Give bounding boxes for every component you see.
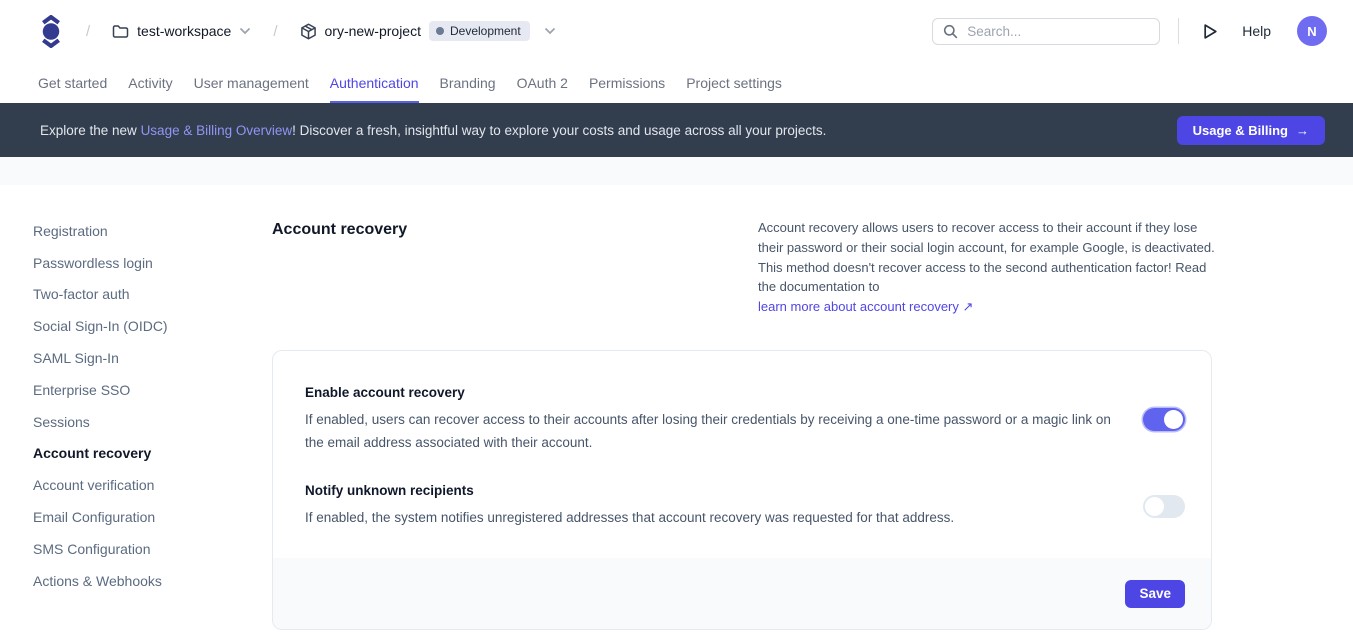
breadcrumb: [38, 15, 556, 48]
play-icon[interactable]: [1203, 23, 1218, 40]
content-area: [0, 185, 1353, 636]
breadcrumb-separator: /: [86, 22, 91, 40]
workspace-selector[interactable]: [112, 23, 251, 39]
setting-description: If enabled, users can recover access to their accounts after losing their credentials by receiving a one-time password or a magic link on the email address associated with their account.: [305, 412, 1111, 450]
sidebar-item-email-configuration[interactable]: Email Configuration: [33, 509, 156, 526]
avatar[interactable]: N: [1297, 16, 1327, 46]
usage-billing-banner: [0, 103, 1353, 157]
sidebar-item-account-verification[interactable]: Account verification: [33, 477, 155, 494]
topbar-actions: [932, 16, 1327, 46]
usage-billing-overview-link[interactable]: Usage & Billing Overview: [140, 122, 293, 138]
setting-text: [305, 385, 1115, 454]
toggle-knob: [1164, 410, 1183, 429]
sidebar-item-sessions[interactable]: Sessions: [33, 413, 90, 430]
usage-billing-button[interactable]: Usage & Billing →: [1177, 116, 1325, 145]
setting-row-notify-unknown-recipients: [305, 483, 1185, 529]
page-header-strip: [0, 157, 1353, 185]
setting-title: Enable account recovery: [305, 385, 465, 400]
sidebar-item-saml-sign-in[interactable]: SAML Sign-In: [33, 350, 119, 367]
tab-permissions[interactable]: Permissions: [588, 74, 666, 91]
chevron-down-icon: [239, 27, 251, 35]
search-input[interactable]: [967, 24, 1149, 39]
folder-icon: [112, 24, 129, 39]
banner-text: Explore the new Usage & Billing Overview! Discover a fresh, insightful way to explore your costs and usage across all your projects.: [40, 122, 827, 138]
project-selector[interactable]: [300, 21, 556, 41]
enable-account-recovery-toggle[interactable]: [1143, 408, 1185, 431]
page-description: Account recovery allows users to recover access to their account if they lose their password or their social login account, for example Google, is deactivated. This method doesn't recover access to the second authentication factor! Read the documentation to learn more about account recovery ↗: [758, 220, 1215, 315]
tab-oauth2[interactable]: OAuth 2: [516, 74, 568, 91]
tab-user-management[interactable]: User management: [193, 74, 309, 91]
tab-get-started[interactable]: Get started: [38, 74, 108, 91]
external-link-icon: ↗: [962, 299, 974, 315]
card-body: [273, 351, 1211, 558]
card-footer: [273, 558, 1211, 629]
learn-more-link[interactable]: learn more about account recovery ↗: [758, 299, 974, 315]
sidebar-item-passwordless-login[interactable]: Passwordless login: [33, 254, 153, 271]
tab-authentication[interactable]: Authentication: [330, 62, 419, 103]
help-link[interactable]: Help: [1242, 23, 1271, 39]
chevron-down-icon: [544, 27, 556, 35]
setting-text: [305, 483, 954, 529]
tab-activity[interactable]: Activity: [128, 74, 173, 91]
environment-badge: [429, 21, 530, 41]
topbar-divider: [1178, 18, 1179, 44]
top-bar: [0, 0, 1353, 62]
arrow-right-icon: →: [1296, 122, 1309, 138]
project-nav-tabs: [0, 62, 1353, 103]
environment-dot-icon: [436, 27, 444, 35]
toggle-knob: [1145, 497, 1164, 516]
search-box[interactable]: [932, 18, 1160, 45]
sidebar-item-account-recovery[interactable]: Account recovery: [33, 445, 152, 462]
project-name: ory-new-project: [324, 23, 421, 39]
search-icon: [943, 24, 958, 39]
tab-project-settings[interactable]: Project settings: [686, 74, 782, 91]
page-title: Account recovery: [272, 221, 408, 238]
setting-title: Notify unknown recipients: [305, 483, 474, 498]
notify-unknown-recipients-toggle[interactable]: [1143, 495, 1185, 518]
breadcrumb-separator: /: [273, 22, 278, 40]
environment-label: Development: [449, 24, 521, 38]
settings-sidebar: [33, 215, 258, 597]
tab-branding[interactable]: Branding: [439, 74, 496, 91]
ory-logo[interactable]: [38, 15, 64, 48]
workspace-name: test-workspace: [137, 23, 232, 39]
sidebar-item-registration[interactable]: Registration: [33, 222, 108, 239]
sidebar-item-enterprise-sso[interactable]: Enterprise SSO: [33, 381, 131, 398]
sidebar-item-two-factor-auth[interactable]: Two-factor auth: [33, 286, 130, 303]
sidebar-item-social-sign-in[interactable]: Social Sign-In (OIDC): [33, 318, 168, 335]
save-button[interactable]: Save: [1125, 580, 1185, 608]
setting-description: If enabled, the system notifies unregistered addresses that account recovery was requested for that address.: [305, 510, 955, 525]
cube-icon: [300, 23, 317, 40]
account-recovery-card: [272, 350, 1212, 630]
sidebar-item-actions-webhooks[interactable]: Actions & Webhooks: [33, 572, 162, 589]
sidebar-item-sms-configuration[interactable]: SMS Configuration: [33, 540, 151, 557]
setting-row-enable-account-recovery: [305, 385, 1185, 454]
